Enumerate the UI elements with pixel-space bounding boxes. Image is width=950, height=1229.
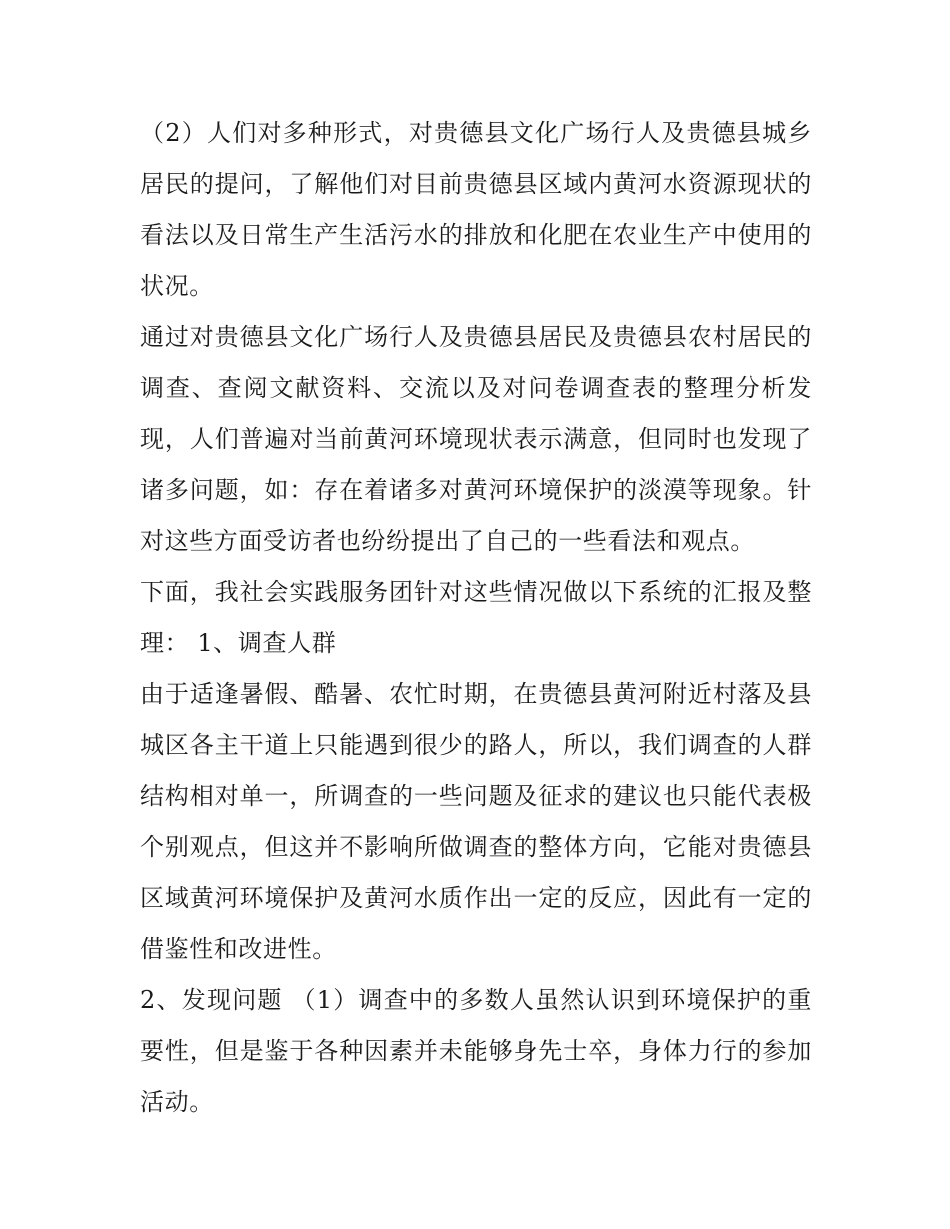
text-line-11: 理： 1、调查人群 xyxy=(140,629,337,657)
text-line-3: 看法以及日常生产生活污水的排放和化肥在农业生产中使用的 xyxy=(140,221,812,249)
text-line-15: 个别观点，但这并不影响所做调查的整体方向，它能对贵德县 xyxy=(140,833,812,861)
text-line-9: 对这些方面受访者也纷纷提出了自己的一些看法和观点。 xyxy=(140,527,755,555)
text-line-6: 调查、查阅文献资料、交流以及对问卷调查表的整理分析发 xyxy=(140,374,812,402)
text-line-10: 下面，我社会实践服务团针对这些情况做以下系统的汇报及整 xyxy=(140,578,812,606)
document-body xyxy=(140,108,812,1128)
text-line-2: 居民的提问，了解他们对目前贵德县区域内黄河水资源现状的 xyxy=(140,170,812,198)
text-line-5: 通过对贵德县文化广场行人及贵德县居民及贵德县农村居民的 xyxy=(140,323,812,351)
text-line-18: 2、发现问题 （1）调查中的多数人虽然认识到环境保护的重 xyxy=(140,986,812,1014)
text-line-12: 由于适逢暑假、酷暑、农忙时期，在贵德县黄河附近村落及县 xyxy=(140,680,812,708)
text-line-19: 要性，但是鉴于各种因素并未能够身先士卒，身体力行的参加 xyxy=(140,1037,812,1065)
text-line-1: （2）人们对多种形式，对贵德县文化广场行人及贵德县城乡 xyxy=(140,119,812,147)
text-line-17: 借鉴性和改进性。 xyxy=(140,935,337,963)
text-line-16: 区域黄河环境保护及黄河水质作出一定的反应，因此有一定的 xyxy=(140,884,812,912)
text-line-13: 城区各主干道上只能遇到很少的路人，所以，我们调查的人群 xyxy=(140,731,812,759)
text-line-8: 诸多问题，如：存在着诸多对黄河环境保护的淡漠等现象。针 xyxy=(140,476,812,504)
text-line-14: 结构相对单一，所调查的一些问题及征求的建议也只能代表极 xyxy=(140,782,812,810)
text-line-4: 状况。 xyxy=(140,272,214,300)
text-line-7: 现，人们普遍对当前黄河环境现状表示满意，但同时也发现了 xyxy=(140,425,812,453)
text-line-20: 活动。 xyxy=(140,1088,214,1116)
